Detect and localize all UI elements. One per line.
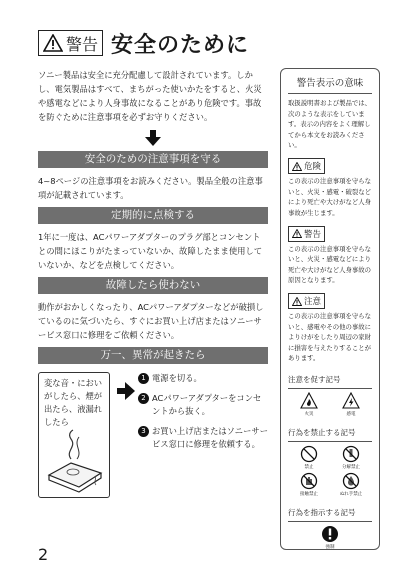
title-row <box>38 26 378 60</box>
smoking-device-illustration <box>43 429 105 493</box>
symbol-label: 禁止 <box>304 464 314 470</box>
warning-label-box <box>38 30 103 56</box>
symbol-item <box>342 392 360 417</box>
symptom-text: 変な音・においがしたら、煙が出たら、液漏れしたら <box>44 378 103 427</box>
section-heading-inspect: 定期的に点検する <box>38 207 268 224</box>
symbol-item <box>321 525 339 550</box>
sidebar-title: 警告表示の意味 <box>288 75 372 94</box>
step-text: お買い上げ店またはソニーサービス窓口に修理を依頼する。 <box>152 426 268 449</box>
section-body-inspect: 1年に一度は、ACパワーアダプターのプラグ部とコンセントとの間にほこりがたまっていないか、故障したまま使用していないか、などを点検してください。 <box>38 232 263 270</box>
warning-legend-sidebar <box>280 68 380 550</box>
mandatory-action-icon <box>321 525 339 543</box>
level-tag <box>288 293 325 309</box>
symbol-item <box>340 472 363 497</box>
level-warning <box>288 223 372 286</box>
warning-triangle-icon <box>292 162 302 171</box>
symbol-label: 火災 <box>304 411 314 417</box>
symptom-bubble <box>38 372 110 498</box>
page-number: 2 <box>38 545 49 564</box>
level-tag-label: 危険 <box>304 162 322 172</box>
down-arrow-icon <box>145 130 161 146</box>
level-tag-label: 注意 <box>304 297 322 307</box>
sidebar-intro: 取扱説明書および製品では、次のような表示をしています。表示の内容をよく理解してから本文をお読みください。 <box>288 99 372 149</box>
attention-symbols-title: 注意を促す記号 <box>288 368 372 389</box>
level-tag <box>288 158 325 174</box>
main-column <box>38 68 268 510</box>
prohibited-icon <box>300 445 318 463</box>
level-text: この表示の注意事項を守らないと、火災・感電・破裂などにより死亡や大けがなど人身事故が生じます。 <box>288 177 372 217</box>
level-text: この表示の注意事項を守らないと、火災・感電などにより死亡や大けがなど人身事故の原因となります。 <box>288 244 372 284</box>
symbol-label: 感電 <box>346 411 356 417</box>
emergency-panel <box>38 370 268 510</box>
emergency-step <box>138 372 268 385</box>
warning-triangle-icon <box>292 229 302 238</box>
right-arrow-icon <box>117 382 135 400</box>
no-touching-icon <box>300 472 318 490</box>
symbol-label: 分解禁止 <box>342 464 360 470</box>
prohibition-symbols <box>288 445 372 497</box>
attention-symbols <box>288 392 372 417</box>
warning-triangle-icon <box>43 34 63 52</box>
section-body-safety: 4~8ページの注意事項をお読みください。製品全般の注意事項が記載されています。 <box>38 176 263 200</box>
warning-triangle-icon <box>292 297 302 306</box>
step-text: ACパワーアダプターをコンセントから抜く。 <box>152 393 262 416</box>
section-heading-emergency: 万一、異常が起きたら <box>38 347 268 364</box>
section-heading-broken: 故障したら使わない <box>38 277 268 294</box>
intro-text: ソニー製品は安全に充分配慮して設計されています。しかし、電気製品はすべて、まちがった使いかたをすると、火災や感電などにより人身事故になることがあり危険です。事故を防ぐために注意事項を必ずお守りください。 <box>38 70 262 122</box>
no-disassembly-icon <box>342 445 360 463</box>
level-caution <box>288 291 372 364</box>
step-text: 電源を切る。 <box>152 373 202 383</box>
step-number: 1 <box>138 373 149 384</box>
no-wet-hands-icon <box>342 472 360 490</box>
section-heading-safety: 安全のための注意事項を守る <box>38 151 268 168</box>
section-body-broken: 動作がおかしくなったり、ACパワーアダプターなどが破損しているのに気づいたら、すぐにお買い上げ店またはソニーサービス窓口に修理をご依頼ください。 <box>38 302 264 340</box>
symbol-label: 強制 <box>325 544 335 550</box>
symbol-label: 接触禁止 <box>300 491 318 497</box>
level-tag-label: 警告 <box>304 229 322 240</box>
emergency-steps <box>138 372 268 458</box>
emergency-step <box>138 392 268 418</box>
symbol-item <box>300 472 318 497</box>
symbol-item <box>300 392 318 417</box>
symbol-label: ぬれ手禁止 <box>339 491 363 497</box>
level-text: この表示の注意事項を守らないと、感電やその他の事故によりけがをしたり周辺の家財に損害を与えたりすることがあります。 <box>288 312 372 362</box>
warning-label: 警告 <box>66 34 99 54</box>
fire-warning-icon <box>300 392 318 410</box>
symbol-item <box>342 445 360 470</box>
level-danger <box>288 156 372 219</box>
step-number: 2 <box>138 393 149 404</box>
instruction-symbols-title: 行為を指示する記号 <box>288 501 372 522</box>
page-title: 安全のために <box>111 32 250 58</box>
electric-shock-warning-icon <box>342 392 360 410</box>
step-number: 3 <box>138 426 149 437</box>
symbol-item <box>300 445 318 470</box>
level-tag <box>288 226 325 242</box>
emergency-step <box>138 425 268 451</box>
instruction-symbols <box>288 525 372 550</box>
prohibition-symbols-title: 行為を禁止する記号 <box>288 421 372 442</box>
